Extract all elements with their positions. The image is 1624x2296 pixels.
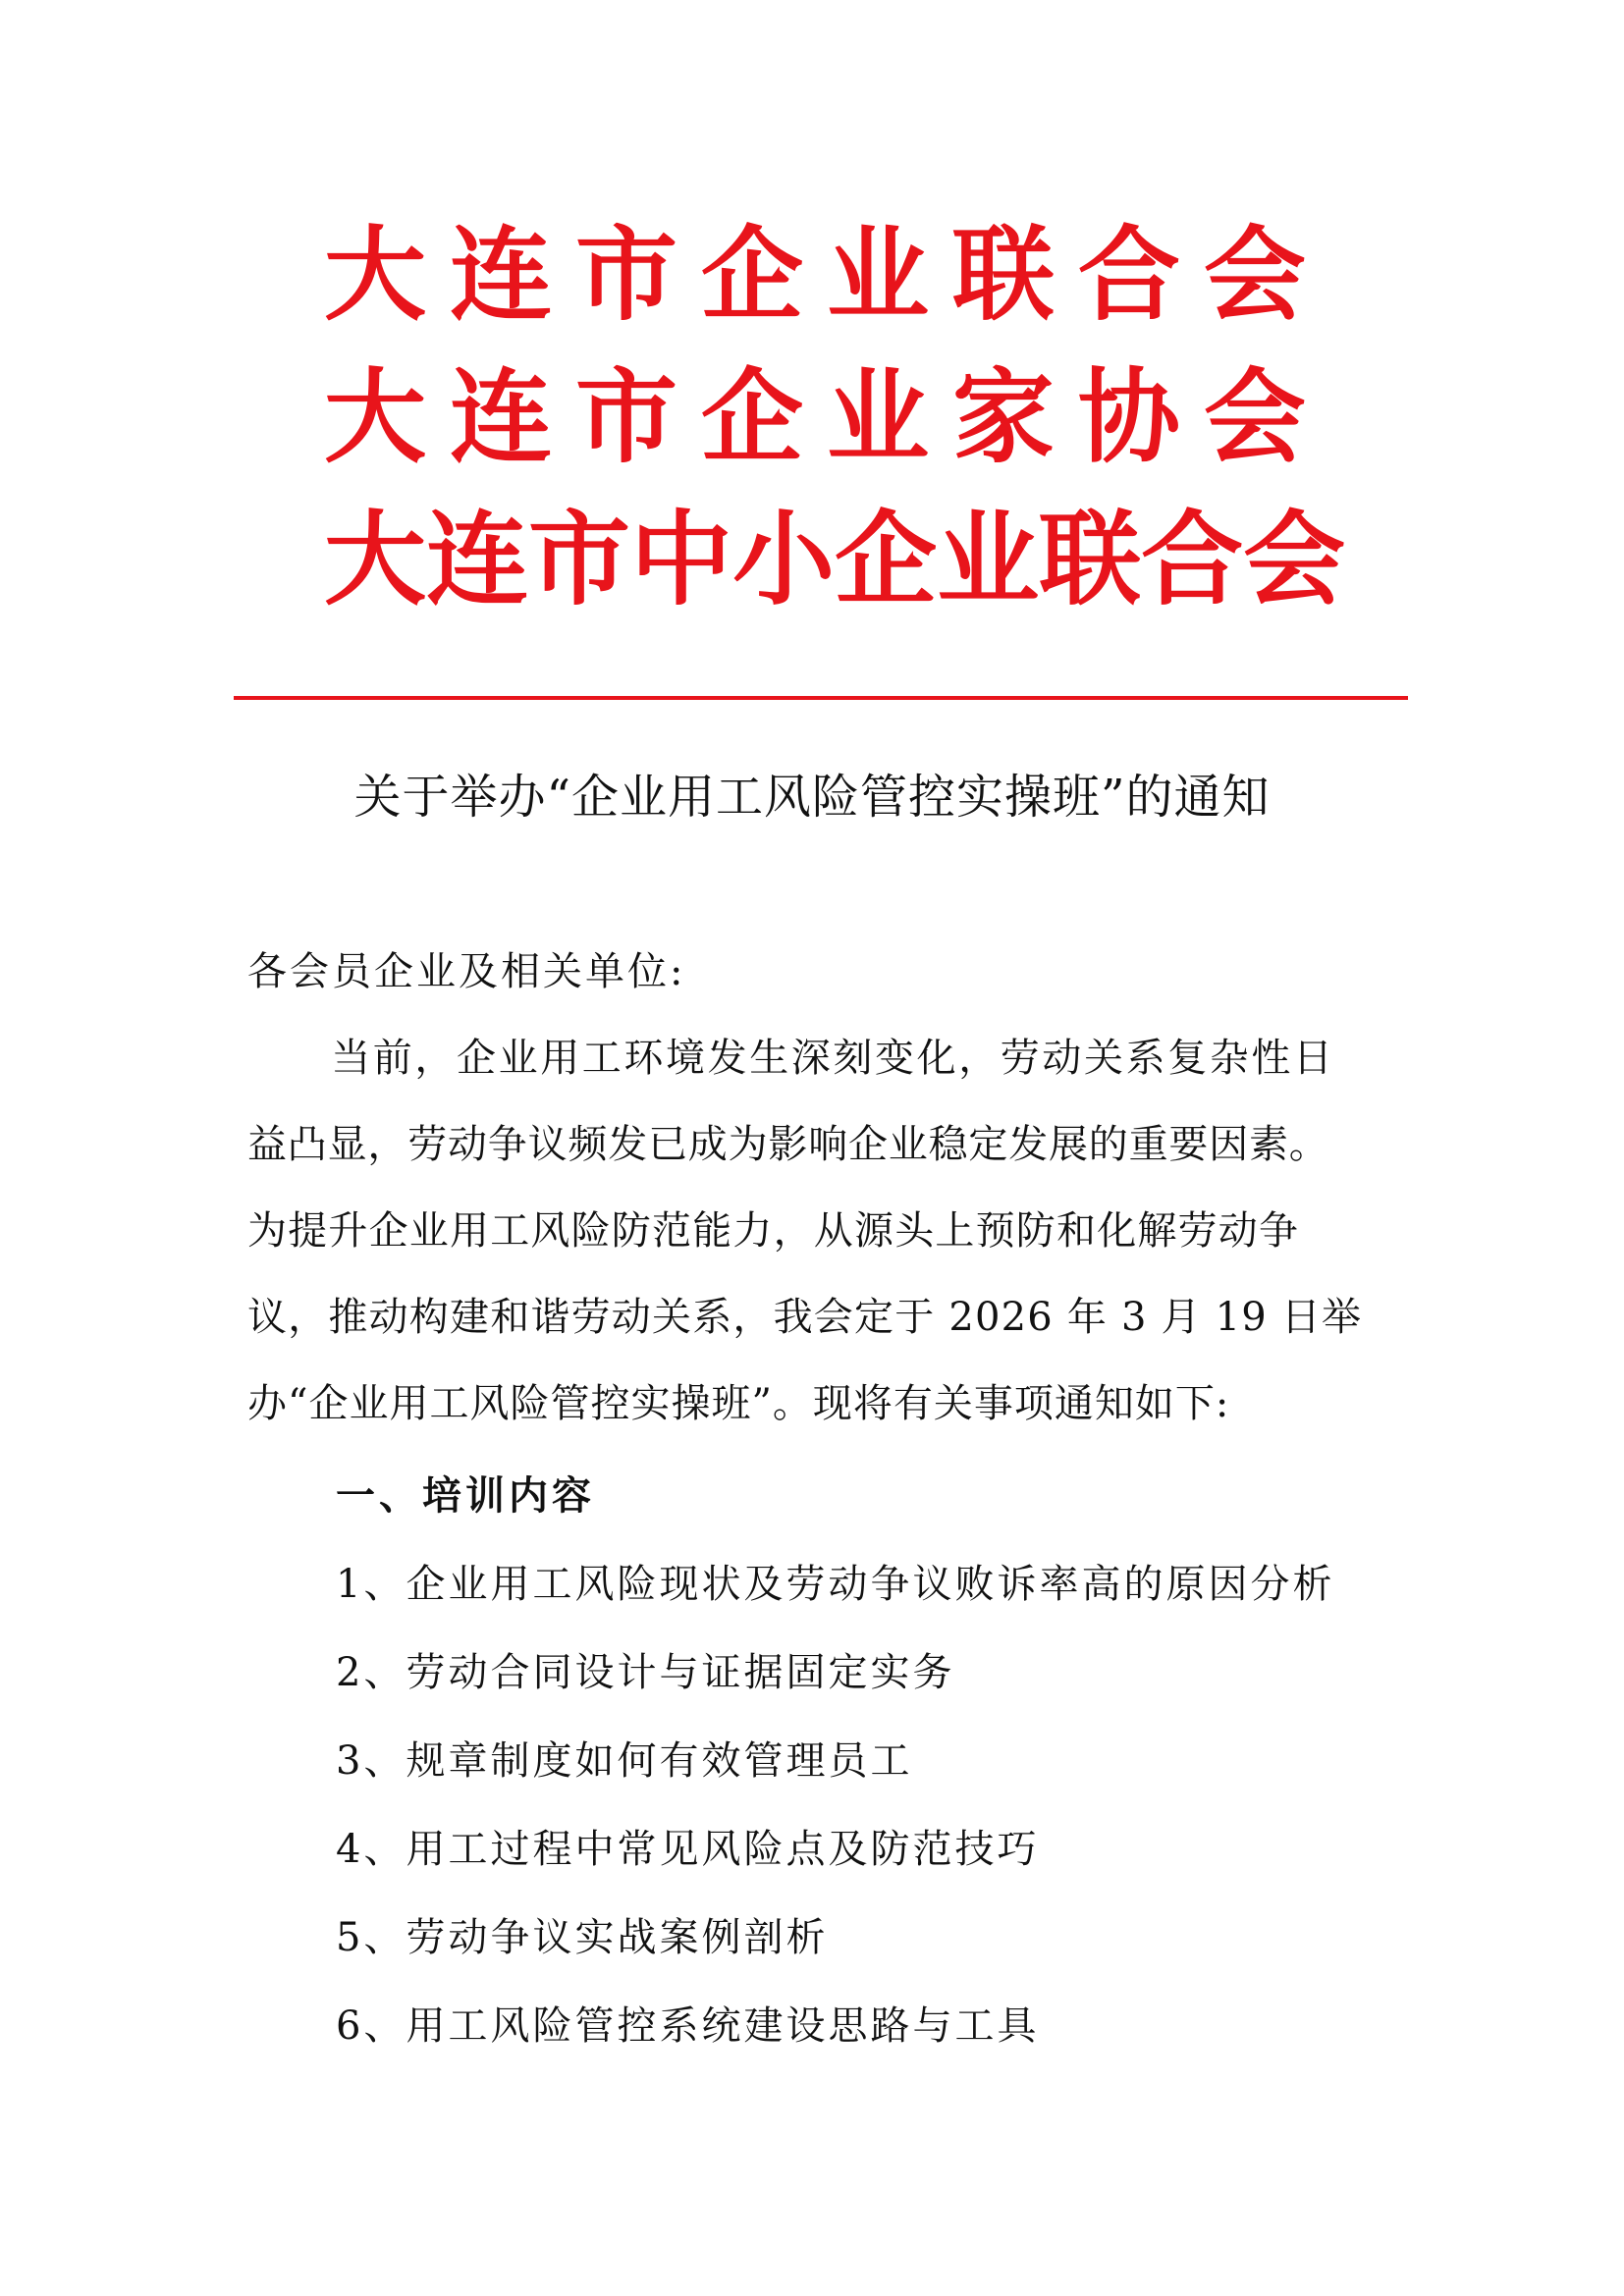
letterhead-char: 企 [835, 500, 938, 619]
intro-line-text: 议，推动构建和谐劳动关系，我会定于 2026 年 3 月 19 日举 [247, 1295, 1363, 1340]
letterhead-char: 联 [1039, 500, 1142, 619]
letterhead-char: 中 [630, 500, 733, 619]
intro-line-text: 为提升企业用工风险防范能力，从源头上预防和化解劳动争 [247, 1208, 1300, 1254]
training-item: 1、企业用工风险现状及劳动争议败诉率高的原因分析 [336, 1562, 1335, 1607]
intro-line [247, 1203, 1299, 1258]
training-item: 3、规章制度如何有效管理员工 [336, 1738, 913, 1784]
letterhead-char: 连 [426, 500, 529, 619]
letterhead-char: 市 [574, 215, 677, 335]
section-heading: 一、培训内容 [336, 1473, 595, 1519]
intro-line [247, 1290, 1362, 1345]
letterhead-char: 合 [1141, 500, 1244, 619]
letterhead-org-1 [324, 216, 1306, 334]
letterhead-char: 连 [449, 215, 552, 335]
salutation: 各会员企业及相关单位: [247, 949, 686, 994]
letterhead-char: 业 [937, 500, 1040, 619]
letterhead-char: 会 [1203, 357, 1306, 477]
intro-line [247, 1031, 1388, 1086]
document-title: 关于举办“企业用工风险管控实操班”的通知 [353, 770, 1271, 825]
intro-line-text: 益凸显，劳动争议频发已成为影响企业稳定发展的重要因素。 [247, 1122, 1329, 1167]
letterhead-char: 大 [324, 357, 427, 477]
letterhead-char: 企 [700, 357, 803, 477]
letterhead-char: 小 [732, 500, 836, 619]
training-item: 2、劳动合同设计与证据固定实务 [336, 1650, 955, 1695]
letterhead-char: 协 [1077, 357, 1180, 477]
intro-line [247, 1117, 1329, 1172]
training-item: 5、劳动争议实战案例剖析 [336, 1915, 829, 1960]
intro-line [247, 1376, 1229, 1431]
intro-line-text: 办“企业用工风险管控实操班”。现将有关事项通知如下: [247, 1381, 1230, 1426]
letterhead-char: 联 [951, 215, 1055, 335]
letterhead-char: 业 [826, 357, 929, 477]
letterhead-char: 会 [1203, 215, 1306, 335]
letterhead-char: 合 [1077, 215, 1180, 335]
letterhead-char: 企 [700, 215, 803, 335]
letterhead-org-3 [324, 500, 1346, 619]
letterhead-char: 市 [528, 500, 631, 619]
letterhead-char: 连 [449, 357, 552, 477]
letterhead-org-2 [324, 358, 1306, 476]
training-item: 6、用工风险管控系统建设思路与工具 [336, 2003, 1040, 2049]
letterhead-divider [234, 696, 1408, 700]
intro-line-text: 当前，企业用工环境发生深刻变化，劳动关系复杂性日 [247, 1036, 1335, 1081]
letterhead-char: 家 [951, 357, 1055, 477]
letterhead-char: 大 [324, 215, 427, 335]
letterhead-char: 市 [574, 357, 677, 477]
letterhead-char: 会 [1243, 500, 1346, 619]
intro-line-justify [247, 1031, 1388, 1086]
letterhead-char: 大 [324, 500, 427, 619]
letterhead-char: 业 [826, 215, 929, 335]
training-item: 4、用工过程中常见风险点及防范技巧 [336, 1827, 1040, 1872]
